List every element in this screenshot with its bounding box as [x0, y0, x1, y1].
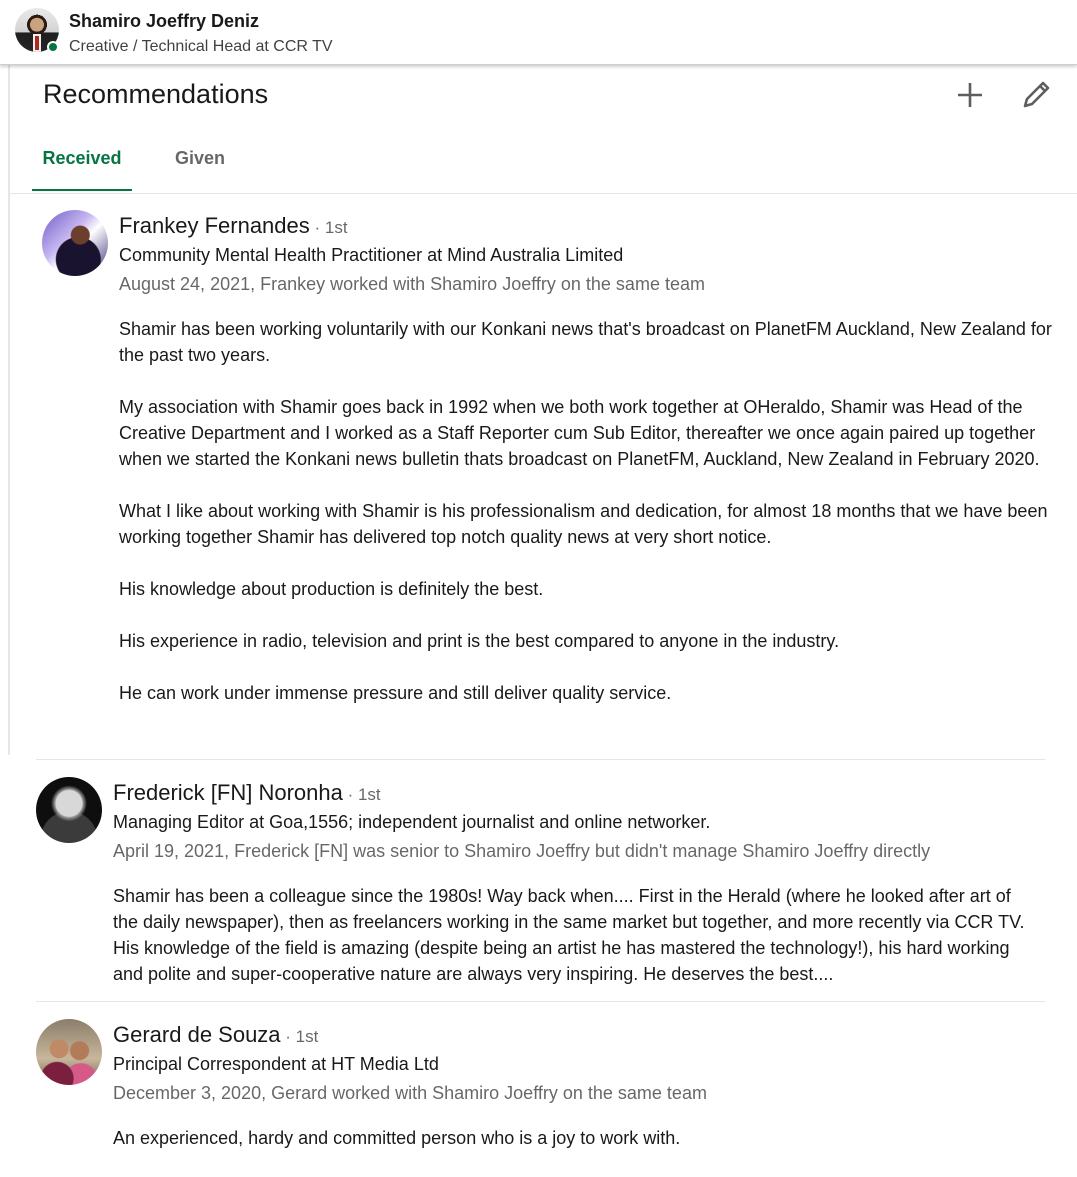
- connection-degree-badge: · 1st: [342, 785, 381, 804]
- recommendation-text: [119, 316, 1054, 732]
- recommendation-relation: August 24, 2021, Frankey worked with Shamiro Joeffry on the same team: [119, 274, 705, 294]
- recommendation-paragraph: He can work under immense pressure and still deliver quality service.: [119, 683, 672, 703]
- recommender-name[interactable]: Gerard de Souza: [113, 1022, 281, 1047]
- recommendation-paragraph: Shamir has been a colleague since the 1980s! Way back when.... First in the Herald (where he looked after art of the daily newspaper), then as freelancers working in the same market but together, and more recently via CCR TV. His knowledge of the field is amazing (despite being an artist he has mastered the technology!), his hard working and polite and super-cooperative nature are always very inspiring. He deserves the best....: [113, 886, 1025, 984]
- recommendation-paragraph: An experienced, hardy and committed person who is a joy to work with.: [113, 1128, 681, 1148]
- recommender-name[interactable]: Frederick [FN] Noronha: [113, 780, 343, 805]
- connection-degree-badge: · 1st: [309, 218, 348, 237]
- recommendation-paragraph: Shamir has been working voluntarily with our Konkani news that's broadcast on PlanetFM Auckland, New Zealand for the past two years.: [119, 319, 1052, 365]
- add-recommendation-button[interactable]: [950, 75, 990, 115]
- recommender-avatar[interactable]: [42, 210, 108, 276]
- recommender-headline: Principal Correspondent at HT Media Ltd: [113, 1054, 439, 1074]
- tab-received[interactable]: Received: [32, 125, 132, 191]
- recommendation-paragraph: My association with Shamir goes back in 1992 when we both work together at OHeraldo, Shamir was Head of the Creative Department and I worked as a Staff Reporter cum Sub Editor, thereafter we once again paired up together when we started the Konkani news bulletin thats broadcast on PlanetFM, Auckland, New Zealand in February 2020.: [119, 397, 1040, 469]
- recommender-name-line: [113, 780, 381, 806]
- recommendation-text: [113, 883, 1038, 1013]
- divider: [36, 759, 1045, 760]
- recommender-name-line: [113, 1022, 318, 1048]
- section-title: Recommendations: [43, 79, 269, 109]
- recommender-name-line: [119, 213, 348, 239]
- tab-given[interactable]: Given: [160, 125, 240, 191]
- recommender-headline: Community Mental Health Practitioner at Mind Australia Limited: [119, 245, 624, 265]
- recommender-avatar[interactable]: [36, 1019, 102, 1085]
- recommendation-paragraph: His knowledge about production is definitely the best.: [119, 579, 544, 599]
- avatar-tie: [35, 36, 39, 50]
- recommendation-paragraph: What I like about working with Shamir is his professionalism and dedication, for almost 18 months that we have been working together Shamir has delivered top notch quality news at very short notice.: [119, 501, 1048, 547]
- plus-icon: [950, 75, 990, 115]
- recommender-headline: Managing Editor at Goa,1556; independent journalist and online networker.: [113, 812, 711, 832]
- recommender-name[interactable]: Frankey Fernandes: [119, 213, 310, 238]
- connection-degree-badge: · 1st: [280, 1027, 319, 1046]
- recommendation-text: [113, 1125, 1048, 1177]
- recommender-avatar[interactable]: [36, 777, 102, 843]
- profile-headline: Creative / Technical Head at CCR TV: [69, 38, 333, 55]
- pencil-icon: [1016, 75, 1056, 115]
- profile-topbar: [0, 0, 1077, 65]
- recommendation-relation: April 19, 2021, Frederick [FN] was senior to Shamiro Joeffry but didn't manage Shamiro Joeffry directly: [113, 841, 931, 861]
- recommendation-paragraph: His experience in radio, television and print is the best compared to anyone in the industry.: [119, 631, 840, 651]
- profile-name[interactable]: Shamiro Joeffry Deniz: [69, 11, 260, 31]
- edit-recommendations-button[interactable]: [1016, 75, 1056, 115]
- online-status-icon: [47, 41, 59, 53]
- recommendation-tabs: [10, 125, 1077, 194]
- recommendation-relation: December 3, 2020, Gerard worked with Shamiro Joeffry on the same team: [113, 1083, 707, 1103]
- divider: [36, 1001, 1045, 1002]
